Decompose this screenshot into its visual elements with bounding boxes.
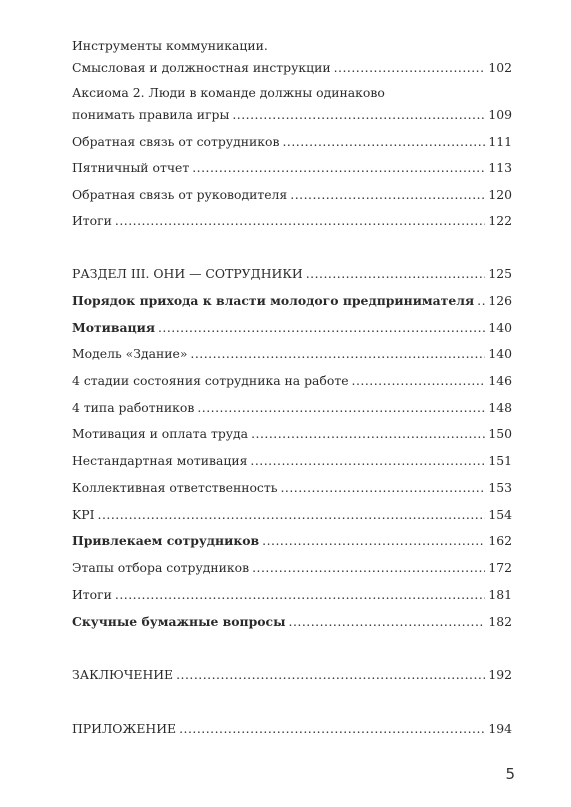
- toc-entry-title: Скучные бумажные вопросы: [72, 614, 286, 629]
- toc-entry-title: Инструменты коммуникации.: [72, 38, 268, 53]
- toc-entry-page: 194: [488, 721, 512, 736]
- leader-dots: [158, 320, 485, 336]
- toc-entry-title: Обратная связь от руководителя: [72, 187, 288, 202]
- toc-entry-title: понимать правила игры: [72, 107, 230, 122]
- toc-entry[interactable]: [72, 266, 512, 282]
- toc-entry-page: 113: [488, 160, 512, 175]
- leader-dots: [251, 426, 485, 442]
- toc-entry-title: Итоги: [72, 587, 112, 602]
- toc-entry-title: Коллективная ответственность: [72, 480, 278, 495]
- leader-dots: [115, 587, 485, 603]
- leader-dots: [115, 213, 485, 229]
- toc-entry-page: 154: [488, 507, 512, 522]
- leader-dots: [98, 507, 486, 523]
- toc-entry-page: 172: [488, 560, 512, 575]
- toc-entry[interactable]: [72, 614, 512, 630]
- toc-entry-title: Обратная связь от сотрудников: [72, 134, 280, 149]
- toc-entry-page: 140: [488, 346, 512, 361]
- toc-entry[interactable]: [72, 507, 512, 523]
- toc-entry[interactable]: [72, 480, 512, 496]
- leader-dots: [252, 560, 485, 576]
- toc-entry-page: 148: [488, 400, 512, 415]
- toc-entry-page: 126: [488, 293, 512, 308]
- toc-entry-title: Модель «Здание»: [72, 346, 188, 361]
- toc-entry[interactable]: [72, 587, 512, 603]
- toc-entry[interactable]: [72, 60, 512, 76]
- toc-entry[interactable]: [72, 346, 512, 362]
- toc-entry-title: Привлекаем сотрудников: [72, 533, 260, 548]
- toc-entry-title: Этапы отбора сотрудников: [72, 560, 250, 575]
- toc-entry-page: 181: [488, 587, 512, 602]
- toc-entry-title: Мотивация и оплата труда: [72, 426, 249, 441]
- leader-dots: [280, 480, 485, 496]
- leader-dots: [190, 346, 485, 362]
- leader-dots: [179, 721, 485, 737]
- toc-entry[interactable]: [72, 373, 512, 389]
- toc-entry[interactable]: [72, 187, 512, 203]
- toc-entry-title: Смысловая и должностная инструкции: [72, 60, 331, 75]
- toc-entry-title: 4 типа работников: [72, 400, 195, 415]
- leader-dots: [477, 293, 485, 309]
- leader-dots: [250, 453, 485, 469]
- toc-entry[interactable]: [72, 667, 512, 683]
- leader-dots: [334, 60, 486, 76]
- toc-entry[interactable]: [72, 400, 512, 416]
- toc-entry[interactable]: [72, 721, 512, 737]
- toc-entry[interactable]: [72, 426, 512, 442]
- leader-dots: [290, 187, 485, 203]
- toc-entry-page: 182: [488, 614, 512, 629]
- leader-dots: [282, 134, 485, 150]
- toc-entry-title: KPI: [72, 507, 95, 522]
- toc-entry[interactable]: [72, 560, 512, 576]
- toc-entry-page: 146: [488, 373, 512, 388]
- toc-entry[interactable]: [72, 293, 512, 309]
- toc-entry-page: 153: [488, 480, 512, 495]
- leader-dots: [176, 667, 485, 683]
- toc-entry-page: 120: [488, 187, 512, 202]
- toc-entry[interactable]: [72, 107, 512, 123]
- toc-entry[interactable]: [72, 134, 512, 150]
- leader-dots: [306, 266, 486, 282]
- toc-entry[interactable]: [72, 213, 512, 229]
- toc-entry-page: 125: [488, 266, 512, 281]
- toc-entry-page: 162: [488, 533, 512, 548]
- toc-entry-page: 151: [488, 453, 512, 468]
- toc-entry-page: 192: [488, 667, 512, 682]
- toc-entry-page: 102: [488, 60, 512, 75]
- toc-entry[interactable]: [72, 160, 512, 176]
- toc-entry[interactable]: [72, 453, 512, 469]
- toc-entry-title: Пятничный отчет: [72, 160, 190, 175]
- toc-entry-page: 122: [488, 213, 512, 228]
- leader-dots: [262, 533, 485, 549]
- toc-entry-title: ЗАКЛЮЧЕНИЕ: [72, 667, 174, 682]
- toc-entry[interactable]: [72, 320, 512, 336]
- leader-dots: [192, 160, 485, 176]
- toc-entry-title: Порядок прихода к власти молодого предпринимателя: [72, 293, 475, 308]
- toc-entry-title: Аксиома 2. Люди в команде должны одинаково: [72, 85, 385, 100]
- toc-entry-title: 4 стадии состояния сотрудника на работе: [72, 373, 349, 388]
- toc-entry[interactable]: [72, 533, 512, 549]
- leader-dots: [197, 400, 485, 416]
- toc-entry-title: ПРИЛОЖЕНИЕ: [72, 721, 177, 736]
- toc-entry-page: 109: [488, 107, 512, 122]
- toc-entry-page: 150: [488, 426, 512, 441]
- toc-entry-title: РАЗДЕЛ III. ОНИ — СОТРУДНИКИ: [72, 266, 303, 281]
- leader-dots: [232, 107, 485, 123]
- leader-dots: [289, 614, 486, 630]
- page-number: 5: [505, 765, 515, 783]
- toc-entry-title: Нестандартная мотивация: [72, 453, 248, 468]
- toc-entry-page: 140: [488, 320, 512, 335]
- toc-entry-title: Мотивация: [72, 320, 155, 335]
- toc-entry-page: 111: [488, 134, 512, 149]
- toc-entry-title: Итоги: [72, 213, 112, 228]
- leader-dots: [352, 373, 486, 389]
